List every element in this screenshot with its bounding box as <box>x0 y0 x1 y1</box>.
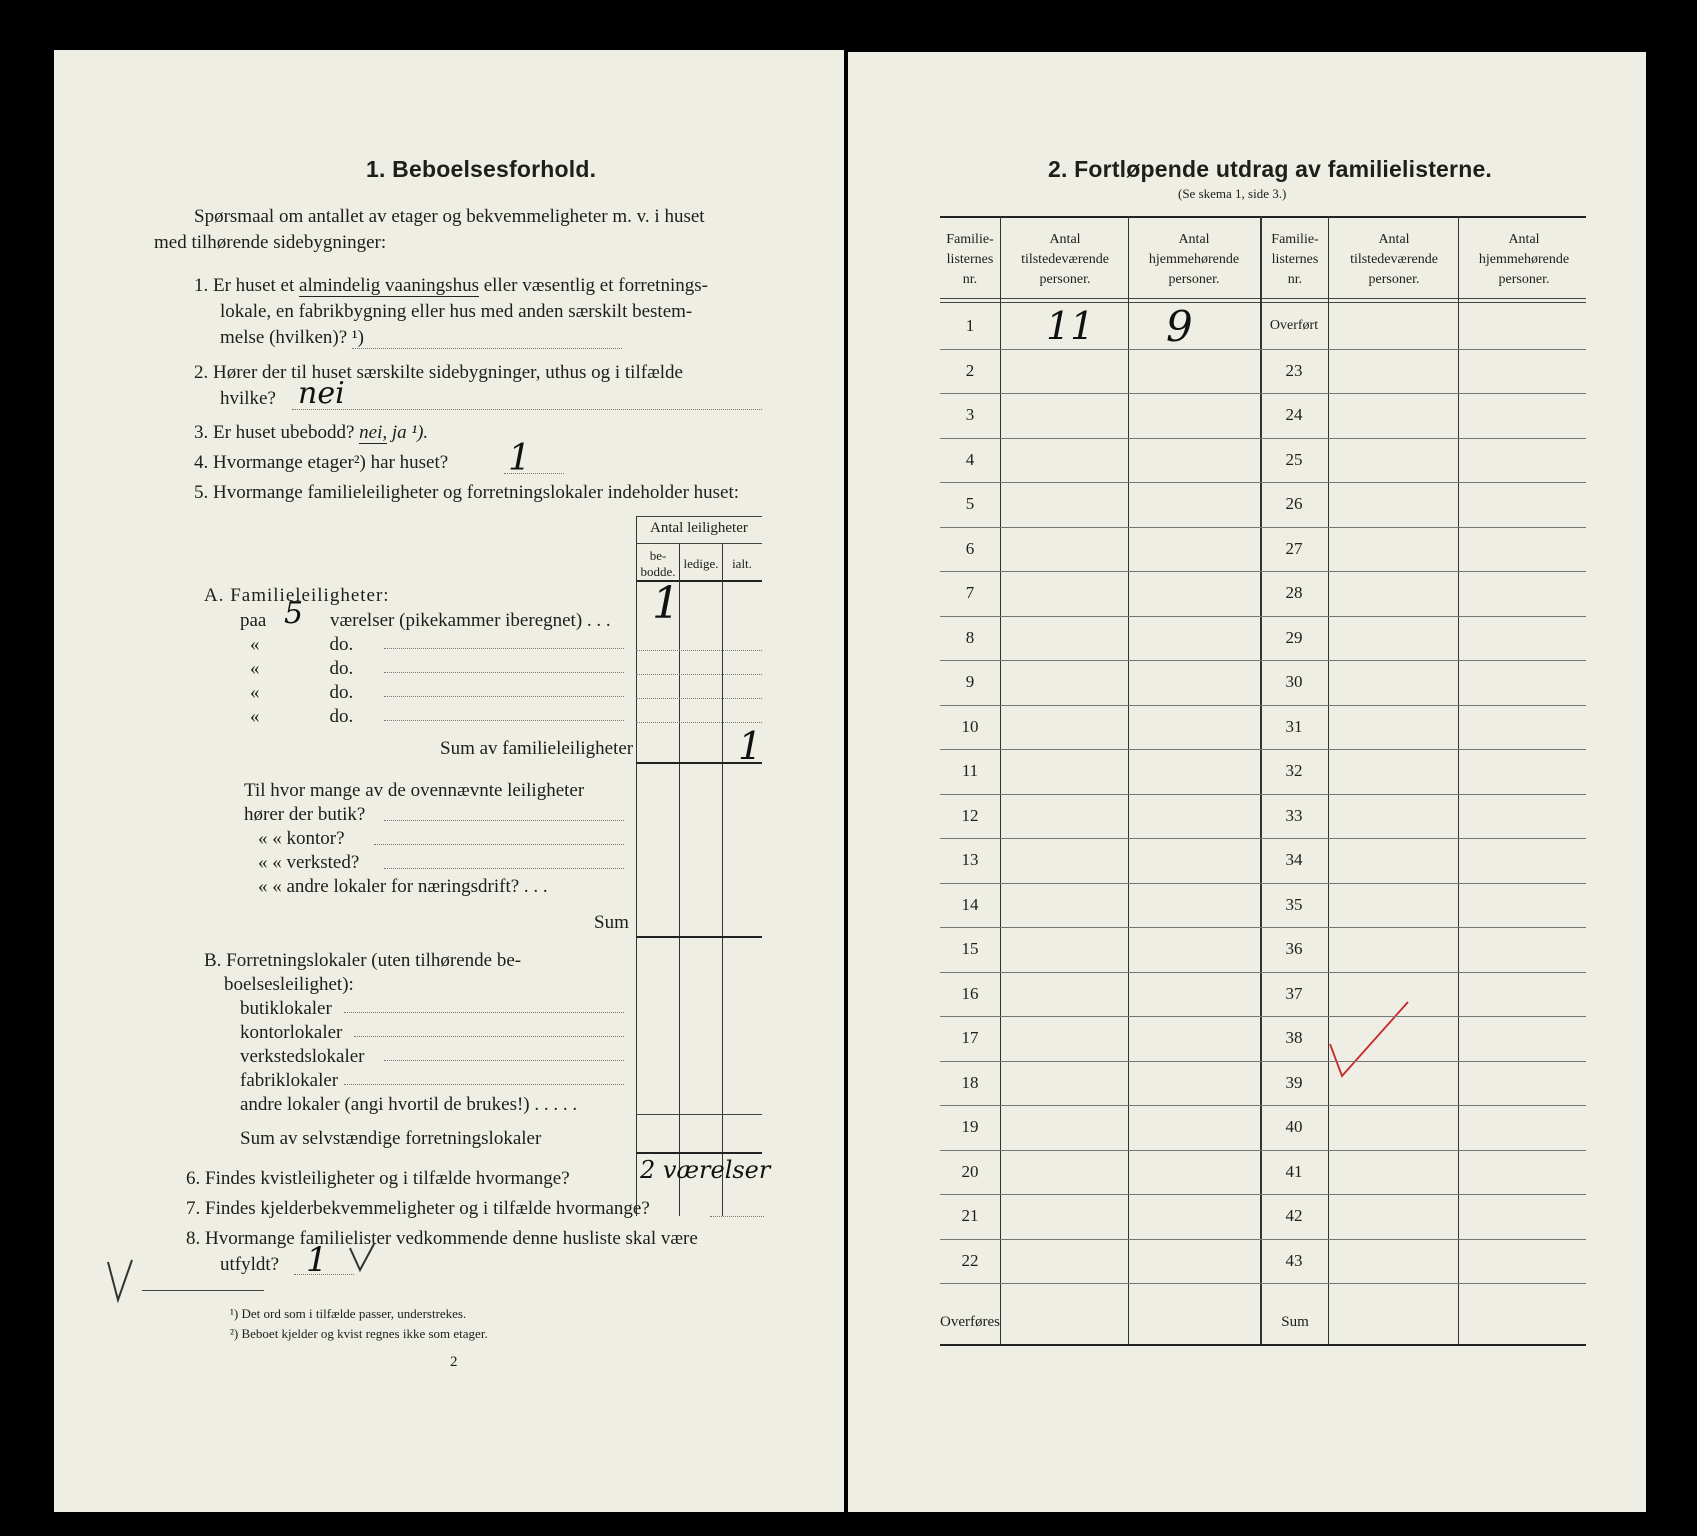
sum-label-right: Sum <box>1281 1314 1309 1330</box>
col-ledige: ledige. <box>683 556 719 571</box>
row-number-left: 4 <box>965 449 975 469</box>
q7-text: 7. Findes kjelderbekvemmeligheter og i tilfælde hvormange? <box>186 1198 650 1219</box>
right-title: 2. Fortløpende utdrag av familielisterne. <box>1048 156 1493 182</box>
q8-line-1: 8. Hvormange familielister vedkommende denne husliste skal være <box>186 1228 698 1249</box>
checkmark-left-icon <box>94 1254 154 1314</box>
do-text: do. <box>329 634 354 655</box>
q6-answer: 2 værelser <box>640 1156 771 1184</box>
do-row-1 <box>250 632 353 658</box>
table-col-line <box>1328 216 1329 1344</box>
header-bottom-line-1 <box>940 298 1586 299</box>
grid-dots-2 <box>636 674 762 675</box>
antal-sub-line <box>636 543 762 544</box>
header-col-4: Familie- listernes nr. <box>1271 232 1319 287</box>
col-ialt: ialt. <box>732 556 752 571</box>
row-number-right: 40 <box>1285 1117 1303 1136</box>
table-col-line <box>1458 216 1459 1344</box>
q3-text: 3. Er huset ubebodd? <box>194 422 355 443</box>
sum-label-a: Sum <box>594 912 629 933</box>
grid-dots-4 <box>636 722 762 723</box>
sum-b-top-line <box>636 1114 762 1115</box>
row-number-left: 22 <box>961 1250 979 1270</box>
andre-lokaler-label: andre lokaler (angi hvortil de brukes!) . . . . . <box>240 1094 578 1115</box>
verksted-label: « « verksted? <box>258 852 360 873</box>
row1-hjemme-answer: 9 <box>1166 302 1193 351</box>
til-line-1: Til hvor mange av de ovennævnte leiligheter <box>244 780 585 801</box>
left-page <box>54 50 844 1512</box>
header-col-5: Antal tilstedeværende personer. <box>1350 232 1438 287</box>
b-dots-1 <box>344 1012 624 1013</box>
table-col-line <box>1260 216 1262 1344</box>
til-dots-1 <box>384 820 624 821</box>
q1-line-3: melse (hvilken)? ¹) <box>220 327 364 348</box>
antal-top-line <box>636 516 762 517</box>
right-page <box>848 52 1646 1512</box>
row-number-right: 32 <box>1285 761 1303 780</box>
row-number-right: 39 <box>1285 1072 1303 1092</box>
q2-line-2: hvilke? <box>220 388 276 409</box>
do-dots-2 <box>384 672 624 673</box>
row-number-left: 14 <box>961 894 979 914</box>
do-mark: « <box>250 682 260 703</box>
row-number-right: 30 <box>1285 672 1303 691</box>
row-number-left: 9 <box>965 672 975 691</box>
intro-line-1: Spørsmaal om antallet av etager og bekvemmeligheter m. v. i huset <box>194 206 705 227</box>
q1-underlined-answer: almindelig vaaningshus <box>299 275 479 296</box>
sum-familie-label: Sum av familieleiligheter <box>440 738 634 759</box>
row-line <box>940 660 1586 661</box>
row-number-left: 2 <box>965 360 975 380</box>
row-number-right: 34 <box>1285 850 1303 869</box>
header-col-6: Antal hjemmehørende personer. <box>1478 232 1570 287</box>
paa-label: paa <box>240 610 267 631</box>
q8-line-2: utfyldt? <box>220 1254 280 1275</box>
row-line <box>940 527 1586 528</box>
do-mark: « <box>250 706 260 727</box>
q2-answer-line <box>292 409 762 410</box>
intro-line-2: med tilhørende sidebygninger: <box>154 232 387 253</box>
footnote-separator <box>142 1290 264 1291</box>
sum-a-line <box>636 936 762 938</box>
row-number-left: 16 <box>961 983 979 1003</box>
row-line <box>940 705 1586 706</box>
table-col-line <box>1128 216 1129 1344</box>
col-line-2 <box>679 543 680 1216</box>
row-line <box>940 1283 1586 1284</box>
do-mark: « <box>250 634 260 655</box>
row-number-right: Overført <box>1269 318 1319 333</box>
col-line-1 <box>636 516 637 1216</box>
checkmark-q8-icon <box>344 1240 384 1280</box>
vaerelser-label: værelser (pikekammer iberegnet) . . . <box>330 610 611 631</box>
q2-line-1: 2. Hører der til huset særskilte sidebygninger, uthus og i tilfælde <box>194 362 683 383</box>
row-number-left: 17 <box>961 1028 979 1047</box>
do-dots-3 <box>384 696 624 697</box>
b-dots-4 <box>344 1084 624 1085</box>
q3-line <box>194 420 428 446</box>
row-number-right: 38 <box>1285 1028 1303 1047</box>
fabriklokaler-label: fabriklokaler <box>240 1070 339 1091</box>
row-number-right: 27 <box>1285 538 1303 558</box>
row-number-left: 19 <box>961 1117 979 1136</box>
grid-dots-1 <box>636 650 762 651</box>
right-subtitle: (Se skema 1, side 3.) <box>1178 186 1287 201</box>
row-number-right: 24 <box>1285 405 1303 424</box>
row-line <box>940 749 1586 750</box>
do-row-3 <box>250 680 353 706</box>
row-number-right: 37 <box>1285 983 1303 1003</box>
header-col-1: Familie- listernes nr. <box>946 232 994 287</box>
q1-line-2: lokale, en fabrikbygning eller hus med anden særskilt bestem- <box>220 301 693 322</box>
row-line <box>940 349 1586 350</box>
header-bottom-line-2 <box>940 302 1586 303</box>
til-dots-3 <box>384 868 624 869</box>
kontor-label: « « kontor? <box>258 828 345 849</box>
b-dots-2 <box>354 1036 624 1037</box>
row-line <box>940 1105 1586 1106</box>
section-b-line-2: boelsesleilighet): <box>224 974 354 995</box>
row-number-left: 20 <box>961 1161 979 1181</box>
row-number-left: 10 <box>961 716 979 736</box>
table-bottom-line <box>940 1344 1586 1346</box>
row-number-right: 35 <box>1285 894 1303 914</box>
row-line <box>940 482 1586 483</box>
row-number-left: 1 <box>965 316 975 335</box>
til-dots-2 <box>374 844 624 845</box>
row-number-left: 6 <box>965 538 975 558</box>
row-line <box>940 1239 1586 1240</box>
row-line <box>940 883 1586 884</box>
header-col-2: Antal tilstedeværende personer. <box>1021 232 1109 287</box>
row-number-left: 18 <box>961 1072 979 1092</box>
row-line <box>940 616 1586 617</box>
row-line <box>940 1016 1586 1017</box>
butiklokaler-label: butiklokaler <box>240 998 332 1019</box>
row-number-right: 29 <box>1285 627 1303 647</box>
row-line <box>940 393 1586 394</box>
row-number-left: 3 <box>965 405 975 424</box>
q2-answer: nei <box>298 376 345 411</box>
row-number-left: 13 <box>961 850 979 869</box>
do-dots-4 <box>384 720 624 721</box>
sum-familie-line <box>636 762 762 764</box>
kontorlokaler-label: kontorlokaler <box>240 1022 343 1043</box>
sum-selvst-label: Sum av selvstændige forretningslokaler <box>240 1128 542 1149</box>
row-number-right: 36 <box>1285 939 1303 958</box>
page-number: 2 <box>450 1354 458 1370</box>
do-row-4 <box>250 704 353 730</box>
bebodde-answer: 1 <box>652 578 680 629</box>
footnote-2: ²) Beboet kjelder og kvist regnes ikke som etager. <box>230 1326 488 1341</box>
row-line <box>940 838 1586 839</box>
q1-text-b: eller væsentlig et forretnings- <box>483 275 708 296</box>
q5-text: 5. Hvormange familieleiligheter og forretningslokaler indeholder huset: <box>194 482 740 503</box>
col-line-3 <box>722 543 723 1216</box>
row-line <box>940 794 1586 795</box>
do-row-2 <box>250 656 353 682</box>
col-bebodde: be- bodde. <box>640 548 676 579</box>
section-a-title: A. Familieleiligheter: <box>204 585 390 606</box>
grid-dots-3 <box>636 698 762 699</box>
q3-ja: ja ¹). <box>391 422 429 443</box>
row-number-right: 26 <box>1285 494 1303 513</box>
q1-line-1 <box>194 273 708 299</box>
header-col-3: Antal hjemmehørende personer. <box>1148 232 1240 287</box>
row-line <box>940 438 1586 439</box>
q6-text: 6. Findes kvistleiligheter og i tilfælde hvormange? <box>186 1168 570 1189</box>
row-number-left: 15 <box>961 939 979 958</box>
row-number-right: 41 <box>1285 1161 1303 1181</box>
q4-answer-line <box>504 473 564 474</box>
left-title: 1. Beboelsesforhold. <box>366 156 597 182</box>
do-dots-1 <box>384 648 624 649</box>
table-top-line <box>940 216 1586 218</box>
row-line <box>940 1061 1586 1062</box>
row-number-right: 33 <box>1285 805 1303 825</box>
q1-text-a: 1. Er huset et <box>194 275 295 296</box>
row-line <box>940 927 1586 928</box>
row-line <box>940 571 1586 572</box>
red-checkmark-icon <box>1328 996 1418 1086</box>
q4-text: 4. Hvormange etager²) har huset? <box>194 452 449 473</box>
row-number-left: 21 <box>961 1206 979 1225</box>
andre-naering-label: « « andre lokaler for næringsdrift? . . . <box>258 876 548 897</box>
row-number-left: 11 <box>961 761 979 780</box>
row1-tilstede-answer: 11 <box>1046 304 1095 348</box>
antal-header: Antal leiligheter <box>650 520 748 536</box>
overfores-label: Overføres <box>940 1314 1000 1330</box>
row-number-left: 8 <box>965 627 975 647</box>
row-number-left: 7 <box>965 583 975 602</box>
b-dots-3 <box>384 1060 624 1061</box>
row-line <box>940 972 1586 973</box>
row-number-right: 31 <box>1285 716 1303 736</box>
q1-answer-line <box>352 348 622 349</box>
do-mark: « <box>250 658 260 679</box>
verkstedslokaler-label: verkstedslokaler <box>240 1046 365 1067</box>
butik-label: hører der butik? <box>244 804 366 825</box>
sum-b-line <box>636 1152 762 1154</box>
row-number-right: 23 <box>1285 360 1303 380</box>
section-b-line-1: B. Forretningslokaler (uten tilhørende be- <box>204 950 522 971</box>
row-number-right: 43 <box>1285 1250 1303 1270</box>
q7-dots <box>710 1216 764 1217</box>
paa-answer: 5 <box>284 596 304 631</box>
sum-familie-answer: 1 <box>738 724 763 768</box>
row-number-right: 28 <box>1285 583 1303 602</box>
footnote-1: ¹) Det ord som i tilfælde passer, understrekes. <box>230 1306 467 1321</box>
do-text: do. <box>329 658 354 679</box>
row-number-left: 12 <box>961 805 979 825</box>
q4-answer: 1 <box>508 438 531 479</box>
row-number-left: 5 <box>965 494 975 513</box>
q3-nei-underlined: nei, <box>359 422 388 443</box>
table-col-line <box>1000 216 1001 1344</box>
row-number-right: 25 <box>1285 449 1303 469</box>
row-line <box>940 1150 1586 1151</box>
q8-answer: 1 <box>306 1240 328 1280</box>
row-line <box>940 1194 1586 1195</box>
do-text: do. <box>329 706 354 727</box>
do-text: do. <box>329 682 354 703</box>
row-number-right: 42 <box>1285 1206 1303 1225</box>
